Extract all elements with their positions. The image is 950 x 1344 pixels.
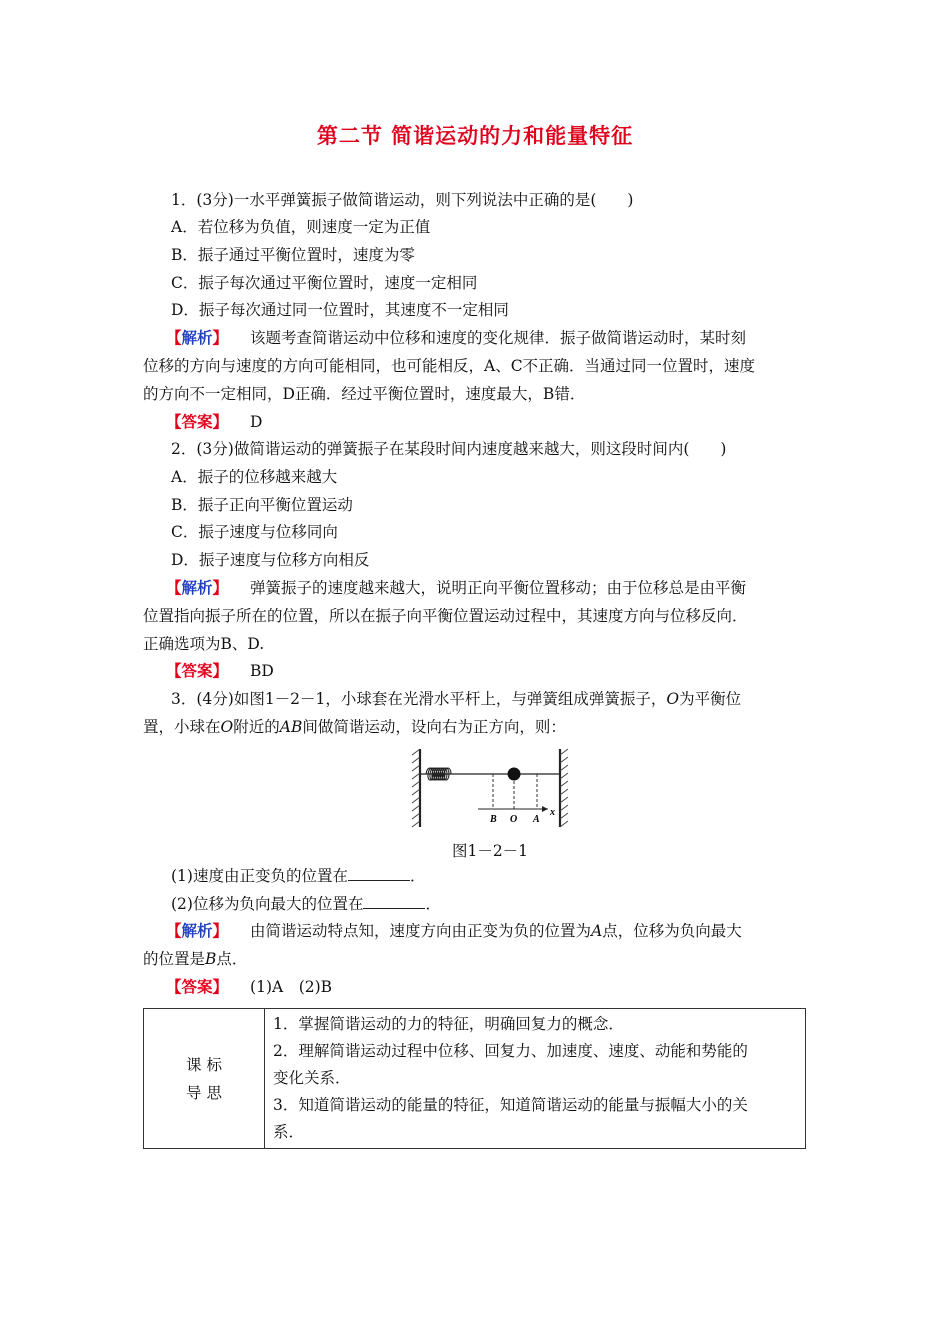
q1-option-d: D．振子每次通过同一位置时，其速度不一定相同: [171, 301, 509, 319]
q1-analysis-label: 解析: [181, 329, 213, 347]
q1-analysis-line2: 位移的方向与速度的方向可能相同，也可能相反，A、C不正确．当通过同一位置时，速度: [143, 357, 756, 375]
blank-1[interactable]: [348, 866, 410, 881]
guide-table: [143, 1008, 806, 1149]
q2-answer-label: 答案: [181, 662, 213, 680]
q3-answer-value: (1)A (2)B: [250, 978, 333, 996]
label-b: B: [490, 814, 497, 825]
q3-analysis-label: 解析: [181, 922, 213, 940]
q2-option-a: A．振子的位移越来越大: [171, 468, 338, 486]
label-o: O: [510, 814, 518, 825]
guide-item-1: 1．掌握简谐运动的力的特征，明确回复力的概念．: [273, 1015, 624, 1033]
q1-answer-value: D: [250, 413, 263, 431]
left-wall-hatch: [412, 749, 420, 827]
q2-option-c: C．振子速度与位移同向: [171, 523, 338, 541]
q1-analysis-line1: 【解析】 该题考查简谐运动中位移和速度的变化规律．振子做简谐运动时，某时刻: [166, 328, 747, 347]
q2-analysis-label: 解析: [181, 579, 213, 597]
spring-oscillator-figure: [408, 747, 574, 829]
guide-item-3-cont: 系．: [273, 1123, 305, 1141]
q2-option-d: D．振子速度与位移方向相反: [171, 551, 370, 569]
q2-analysis-line2: 位置指向振子所在的位置，所以在振子向平衡位置运动过程中，其速度方向与位移反向．: [143, 607, 748, 625]
q1-answer-label: 答案: [181, 413, 213, 431]
label-a: A: [533, 814, 540, 825]
q3-stem-line1: 3．(4分)如图1－2－1，小球套在光滑水平杆上，与弹簧组成弹簧振子，O为平衡位: [171, 690, 742, 708]
q3-answer: 【答案】 (1)A (2)B: [166, 977, 333, 996]
q3-analysis-line2: 的位置是B点．: [143, 950, 248, 968]
q2-stem: 2．(3分)做简谐运动的弹簧振子在某段时间内速度越来越大，则这段时间内( ): [171, 440, 727, 458]
q1-answer: 【答案】 D: [166, 412, 263, 431]
q2-answer: 【答案】 BD: [166, 661, 274, 680]
x-axis-arrow: [542, 806, 548, 812]
q1-analysis-line3: 的方向不一定相同，D正确．经过平衡位置时，速度最大，B错．: [143, 385, 586, 403]
guide-item-3: 3．知道简谐运动的能量的特征，知道简谐运动的能量与振幅大小的关: [273, 1096, 748, 1114]
q1-option-c: C．振子每次通过平衡位置时，速度一定相同: [171, 274, 478, 292]
q1-option-a: A．若位移为负值，则速度一定为正值: [171, 218, 431, 236]
guide-body: [265, 1009, 806, 1149]
label-x: x: [550, 807, 555, 818]
q2-option-b: B．振子正向平衡位置运动: [171, 496, 353, 514]
q3-answer-label: 答案: [181, 978, 213, 996]
q1-option-b: B．振子通过平衡位置时，速度为零: [171, 246, 415, 264]
q3-analysis-line1: 【解析】 由简谐运动特点知，速度方向由正变为负的位置为A点，位移为负向最大: [166, 921, 742, 940]
q3-stem-line2: 置，小球在O附近的AB间做简谐运动，设向右为正方向，则：: [143, 718, 566, 736]
q1-stem: 1．(3分)一水平弹簧振子做简谐运动，则下列说法中正确的是( ): [171, 191, 634, 209]
blank-2[interactable]: [363, 894, 425, 909]
q2-analysis-line3: 正确选项为B、D.: [143, 635, 265, 653]
q3-sub1: (1)速度由正变负的位置在 ．: [171, 867, 426, 885]
right-wall-hatch: [560, 749, 568, 827]
guide-item-2: 2．理解简谐运动过程中位移、回复力、加速度、速度、动能和势能的: [273, 1042, 748, 1060]
ball: [508, 768, 521, 781]
page-title: 第二节 简谐运动的力和能量特征: [316, 124, 634, 148]
q2-answer-value: BD: [250, 662, 274, 680]
figure-caption: 图1－2－1: [451, 842, 529, 860]
guide-label: 课 标 导 思: [144, 1009, 265, 1149]
guide-item-2-cont: 变化关系．: [273, 1069, 351, 1087]
q2-analysis-line1: 【解析】 弹簧振子的速度越来越大，说明正向平衡位置移动；由于位移总是由平衡: [166, 578, 747, 597]
q3-sub2: (2)位移为负向最大的位置在 ．: [171, 895, 441, 913]
